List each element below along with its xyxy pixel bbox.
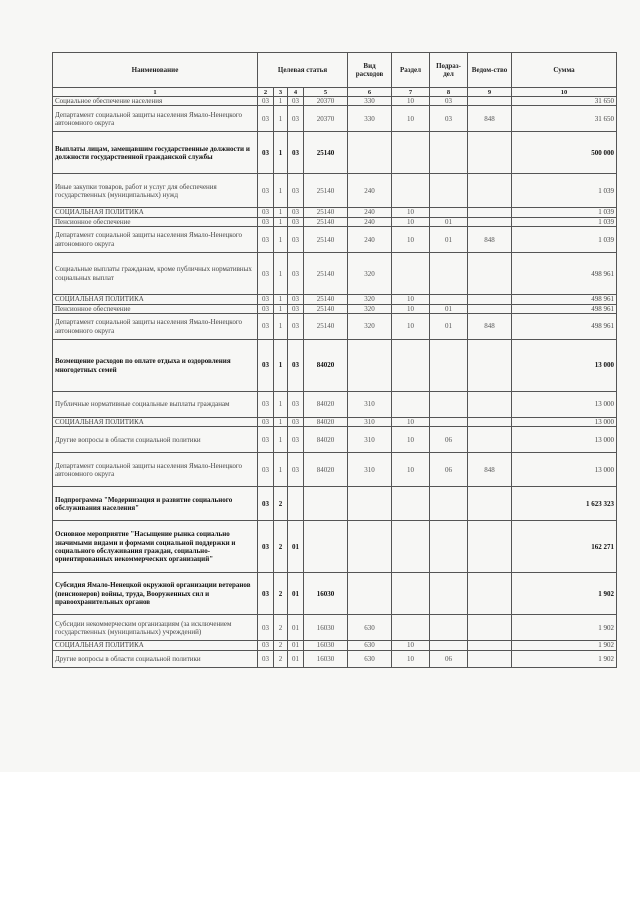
subsection-code: 06 — [430, 453, 468, 487]
amount: 162 271 — [512, 521, 617, 573]
table-row — [53, 208, 617, 217]
subsection-code: 03 — [430, 97, 468, 106]
department-code — [468, 304, 512, 313]
target-code-program: 03 — [258, 650, 274, 667]
amount: 13 000 — [512, 392, 617, 418]
subsection-code: 06 — [430, 427, 468, 453]
target-code-activity: 03 — [288, 97, 304, 106]
column-number: 10 — [512, 88, 617, 97]
subsection-code — [430, 641, 468, 650]
department-code: 848 — [468, 227, 512, 253]
department-code — [468, 521, 512, 573]
target-code-program: 03 — [258, 487, 274, 521]
target-code-program: 03 — [258, 295, 274, 304]
row-name: Департамент социальной защиты населения Ямало-Ненецкого автономного округа — [53, 314, 258, 340]
expense-kind: 240 — [348, 174, 392, 208]
target-code-subprogram: 1 — [274, 418, 288, 427]
department-code — [468, 174, 512, 208]
target-code-program: 03 — [258, 392, 274, 418]
header-subsection: Подраз-дел — [430, 53, 468, 88]
target-code-program: 03 — [258, 427, 274, 453]
target-code-direction: 25140 — [304, 227, 348, 253]
department-code — [468, 97, 512, 106]
target-code-direction: 25140 — [304, 208, 348, 217]
department-code — [468, 132, 512, 174]
expense-kind: 320 — [348, 314, 392, 340]
section-code — [392, 340, 430, 392]
section-code — [392, 392, 430, 418]
target-code-subprogram: 1 — [274, 304, 288, 313]
department-code — [468, 573, 512, 615]
table-row — [53, 340, 617, 392]
subsection-code: 01 — [430, 227, 468, 253]
target-code-activity: 03 — [288, 106, 304, 132]
section-code: 10 — [392, 650, 430, 667]
expense-kind — [348, 521, 392, 573]
target-code-direction: 16030 — [304, 650, 348, 667]
amount: 31 650 — [512, 106, 617, 132]
target-code-program: 03 — [258, 615, 274, 641]
subsection-code — [430, 208, 468, 217]
department-code: 848 — [468, 106, 512, 132]
expense-kind: 630 — [348, 641, 392, 650]
target-code-program: 03 — [258, 227, 274, 253]
column-number: 9 — [468, 88, 512, 97]
row-name: Выплаты лицам, замещавшим государственные должности и должности государственной гражданской службы — [53, 132, 258, 174]
target-code-program: 03 — [258, 208, 274, 217]
section-code — [392, 615, 430, 641]
row-name: Департамент социальной защиты населения Ямало-Ненецкого автономного округа — [53, 227, 258, 253]
subsection-code — [430, 487, 468, 521]
target-code-program: 03 — [258, 106, 274, 132]
department-code: 848 — [468, 453, 512, 487]
subsection-code: 01 — [430, 217, 468, 226]
subsection-code — [430, 418, 468, 427]
target-code-activity: 03 — [288, 174, 304, 208]
target-code-program: 03 — [258, 340, 274, 392]
department-code — [468, 650, 512, 667]
target-code-direction: 84020 — [304, 453, 348, 487]
section-code — [392, 521, 430, 573]
row-name: Субсидия Ямало-Ненецкой окружной организации ветеранов (пенсионеров) войны, труда, Вооруженных сил и правоохранительных органов — [53, 573, 258, 615]
section-code — [392, 174, 430, 208]
table-row — [53, 641, 617, 650]
expense-kind: 310 — [348, 453, 392, 487]
target-code-subprogram: 1 — [274, 340, 288, 392]
section-code — [392, 132, 430, 174]
target-code-direction: 84020 — [304, 427, 348, 453]
section-code: 10 — [392, 295, 430, 304]
expense-kind — [348, 573, 392, 615]
subsection-code: 01 — [430, 314, 468, 340]
column-number: 8 — [430, 88, 468, 97]
table-row — [53, 314, 617, 340]
department-code: 848 — [468, 314, 512, 340]
column-number: 3 — [274, 88, 288, 97]
table-row — [53, 453, 617, 487]
target-code-direction: 25140 — [304, 295, 348, 304]
expense-kind: 310 — [348, 392, 392, 418]
header-sum: Сумма — [512, 53, 617, 88]
target-code-program: 03 — [258, 453, 274, 487]
target-code-subprogram: 1 — [274, 253, 288, 295]
amount: 1 039 — [512, 227, 617, 253]
section-code: 10 — [392, 227, 430, 253]
table-row — [53, 227, 617, 253]
expense-kind: 320 — [348, 304, 392, 313]
target-code-direction: 84020 — [304, 418, 348, 427]
section-code: 10 — [392, 314, 430, 340]
row-name: Пенсионное обеспечение — [53, 217, 258, 226]
target-code-direction: 84020 — [304, 392, 348, 418]
department-code — [468, 427, 512, 453]
amount: 1 902 — [512, 573, 617, 615]
department-code — [468, 208, 512, 217]
target-code-direction: 16030 — [304, 641, 348, 650]
column-number-row — [53, 88, 617, 97]
target-code-program: 03 — [258, 217, 274, 226]
table-row — [53, 217, 617, 226]
target-code-activity: 03 — [288, 427, 304, 453]
expense-kind: 330 — [348, 106, 392, 132]
target-code-direction — [304, 487, 348, 521]
column-number: 7 — [392, 88, 430, 97]
target-code-subprogram: 2 — [274, 641, 288, 650]
target-code-activity: 03 — [288, 340, 304, 392]
row-name: СОЦИАЛЬНАЯ ПОЛИТИКА — [53, 208, 258, 217]
subsection-code — [430, 340, 468, 392]
target-code-program: 03 — [258, 97, 274, 106]
expense-kind — [348, 487, 392, 521]
target-code-subprogram: 1 — [274, 427, 288, 453]
expense-kind: 240 — [348, 208, 392, 217]
target-code-program: 03 — [258, 573, 274, 615]
row-name: Публичные нормативные социальные выплаты гражданам — [53, 392, 258, 418]
department-code — [468, 295, 512, 304]
table-body — [53, 97, 617, 668]
target-code-activity: 01 — [288, 650, 304, 667]
subsection-code — [430, 295, 468, 304]
section-code: 10 — [392, 208, 430, 217]
expense-kind: 330 — [348, 97, 392, 106]
amount: 498 961 — [512, 295, 617, 304]
section-code: 10 — [392, 427, 430, 453]
target-code-subprogram: 1 — [274, 392, 288, 418]
target-code-activity: 01 — [288, 521, 304, 573]
section-code: 10 — [392, 453, 430, 487]
section-code: 10 — [392, 106, 430, 132]
expense-kind: 310 — [348, 418, 392, 427]
expense-kind: 320 — [348, 295, 392, 304]
row-name: Департамент социальной защиты населения Ямало-Ненецкого автономного округа — [53, 453, 258, 487]
expense-kind: 310 — [348, 427, 392, 453]
table-row — [53, 253, 617, 295]
table-row — [53, 106, 617, 132]
amount: 13 000 — [512, 340, 617, 392]
target-code-activity: 03 — [288, 217, 304, 226]
target-code-activity: 03 — [288, 253, 304, 295]
section-code: 10 — [392, 418, 430, 427]
subsection-code — [430, 132, 468, 174]
amount: 1 039 — [512, 208, 617, 217]
target-code-subprogram: 1 — [274, 208, 288, 217]
amount: 1 623 323 — [512, 487, 617, 521]
target-code-subprogram: 1 — [274, 453, 288, 487]
department-code — [468, 418, 512, 427]
department-code — [468, 217, 512, 226]
target-code-direction: 20370 — [304, 106, 348, 132]
target-code-direction: 16030 — [304, 615, 348, 641]
row-name: Другие вопросы в области социальной политики — [53, 427, 258, 453]
row-name: Другие вопросы в области социальной политики — [53, 650, 258, 667]
target-code-program: 03 — [258, 521, 274, 573]
table-row — [53, 650, 617, 667]
table-row — [53, 487, 617, 521]
subsection-code — [430, 573, 468, 615]
amount: 498 961 — [512, 253, 617, 295]
header-section: Раздел — [392, 53, 430, 88]
target-code-subprogram: 1 — [274, 227, 288, 253]
subsection-code — [430, 174, 468, 208]
target-code-subprogram: 1 — [274, 217, 288, 226]
target-code-subprogram: 2 — [274, 487, 288, 521]
table-row — [53, 573, 617, 615]
amount: 1 902 — [512, 650, 617, 667]
column-number: 5 — [304, 88, 348, 97]
target-code-direction: 25140 — [304, 304, 348, 313]
department-code — [468, 487, 512, 521]
department-code — [468, 615, 512, 641]
target-code-subprogram: 1 — [274, 295, 288, 304]
target-code-activity: 03 — [288, 208, 304, 217]
header-target: Целевая статья — [258, 53, 348, 88]
department-code — [468, 253, 512, 295]
target-code-direction: 84020 — [304, 340, 348, 392]
expense-kind — [348, 132, 392, 174]
section-code: 10 — [392, 304, 430, 313]
target-code-program: 03 — [258, 174, 274, 208]
section-code: 10 — [392, 641, 430, 650]
target-code-activity: 01 — [288, 615, 304, 641]
amount: 498 961 — [512, 304, 617, 313]
subsection-code — [430, 253, 468, 295]
target-code-subprogram: 2 — [274, 573, 288, 615]
section-code — [392, 253, 430, 295]
amount: 1 039 — [512, 174, 617, 208]
target-code-subprogram: 2 — [274, 650, 288, 667]
expense-kind: 240 — [348, 217, 392, 226]
column-number: 4 — [288, 88, 304, 97]
section-code: 10 — [392, 97, 430, 106]
subsection-code: 01 — [430, 304, 468, 313]
expense-kind: 630 — [348, 615, 392, 641]
amount: 13 000 — [512, 418, 617, 427]
table-row — [53, 174, 617, 208]
section-code: 10 — [392, 217, 430, 226]
target-code-activity: 03 — [288, 132, 304, 174]
target-code-activity: 03 — [288, 304, 304, 313]
table-row — [53, 521, 617, 573]
amount: 13 000 — [512, 453, 617, 487]
target-code-direction: 25140 — [304, 253, 348, 295]
subsection-code: 06 — [430, 650, 468, 667]
expense-kind: 240 — [348, 227, 392, 253]
target-code-activity: 01 — [288, 641, 304, 650]
amount: 1 902 — [512, 615, 617, 641]
column-number: 2 — [258, 88, 274, 97]
amount: 1 039 — [512, 217, 617, 226]
target-code-direction: 20370 — [304, 97, 348, 106]
header-row — [53, 53, 617, 88]
target-code-program: 03 — [258, 132, 274, 174]
budget-table — [52, 52, 617, 668]
table-row — [53, 615, 617, 641]
target-code-activity: 03 — [288, 314, 304, 340]
amount: 500 000 — [512, 132, 617, 174]
row-name: СОЦИАЛЬНАЯ ПОЛИТИКА — [53, 641, 258, 650]
department-code — [468, 392, 512, 418]
row-name: Возмещение расходов по оплате отдыха и оздоровления многодетных семей — [53, 340, 258, 392]
subsection-code — [430, 392, 468, 418]
target-code-program: 03 — [258, 304, 274, 313]
department-code — [468, 340, 512, 392]
row-name: Субсидии некоммерческим организациям (за исключением государственных (муниципальных) учреждений) — [53, 615, 258, 641]
target-code-activity: 03 — [288, 227, 304, 253]
target-code-subprogram: 2 — [274, 521, 288, 573]
amount: 1 902 — [512, 641, 617, 650]
table-row — [53, 392, 617, 418]
target-code-direction: 25140 — [304, 174, 348, 208]
blank-area — [0, 772, 640, 905]
row-name: Департамент социальной защиты населения Ямало-Ненецкого автономного округа — [53, 106, 258, 132]
amount: 13 000 — [512, 427, 617, 453]
department-code — [468, 641, 512, 650]
column-number: 1 — [53, 88, 258, 97]
target-code-subprogram: 1 — [274, 97, 288, 106]
table-row — [53, 418, 617, 427]
row-name: Основное мероприятие "Насыщение рынка социально значимыми видами и формами социальной поддержки и социального обслуживания граждан, социально-ориентированных некоммерческих организаций" — [53, 521, 258, 573]
row-name: Иные закупки товаров, работ и услуг для обеспечения государственных (муниципальных) нужд — [53, 174, 258, 208]
target-code-subprogram: 1 — [274, 132, 288, 174]
header-dept: Ведом-ство — [468, 53, 512, 88]
header-name: Наименование — [53, 53, 258, 88]
subsection-code — [430, 615, 468, 641]
target-code-direction: 16030 — [304, 573, 348, 615]
row-name: СОЦИАЛЬНАЯ ПОЛИТИКА — [53, 295, 258, 304]
target-code-activity: 03 — [288, 453, 304, 487]
target-code-activity — [288, 487, 304, 521]
table-row — [53, 427, 617, 453]
row-name: СОЦИАЛЬНАЯ ПОЛИТИКА — [53, 418, 258, 427]
expense-kind: 630 — [348, 650, 392, 667]
target-code-direction — [304, 521, 348, 573]
header-kind: Вид расходов — [348, 53, 392, 88]
target-code-subprogram: 1 — [274, 314, 288, 340]
row-name: Подпрограмма "Модернизация и развитие социального обслуживания населения" — [53, 487, 258, 521]
target-code-activity: 03 — [288, 295, 304, 304]
table-row — [53, 132, 617, 174]
target-code-direction: 25140 — [304, 132, 348, 174]
target-code-program: 03 — [258, 641, 274, 650]
expense-kind — [348, 340, 392, 392]
section-code — [392, 573, 430, 615]
target-code-activity: 01 — [288, 573, 304, 615]
target-code-activity: 03 — [288, 392, 304, 418]
table-row — [53, 304, 617, 313]
target-code-subprogram: 1 — [274, 106, 288, 132]
target-code-direction: 25140 — [304, 314, 348, 340]
table-row — [53, 295, 617, 304]
target-code-subprogram: 2 — [274, 615, 288, 641]
target-code-program: 03 — [258, 314, 274, 340]
row-name: Социальные выплаты гражданам, кроме публичных нормативных социальных выплат — [53, 253, 258, 295]
subsection-code — [430, 521, 468, 573]
target-code-program: 03 — [258, 253, 274, 295]
amount: 498 961 — [512, 314, 617, 340]
section-code — [392, 487, 430, 521]
column-number: 6 — [348, 88, 392, 97]
target-code-program: 03 — [258, 418, 274, 427]
amount: 31 650 — [512, 97, 617, 106]
row-name: Пенсионное обеспечение — [53, 304, 258, 313]
expense-kind: 320 — [348, 253, 392, 295]
row-name: Социальное обеспечение населения — [53, 97, 258, 106]
target-code-subprogram: 1 — [274, 174, 288, 208]
subsection-code: 03 — [430, 106, 468, 132]
table-row — [53, 97, 617, 106]
target-code-activity: 03 — [288, 418, 304, 427]
target-code-direction: 25140 — [304, 217, 348, 226]
